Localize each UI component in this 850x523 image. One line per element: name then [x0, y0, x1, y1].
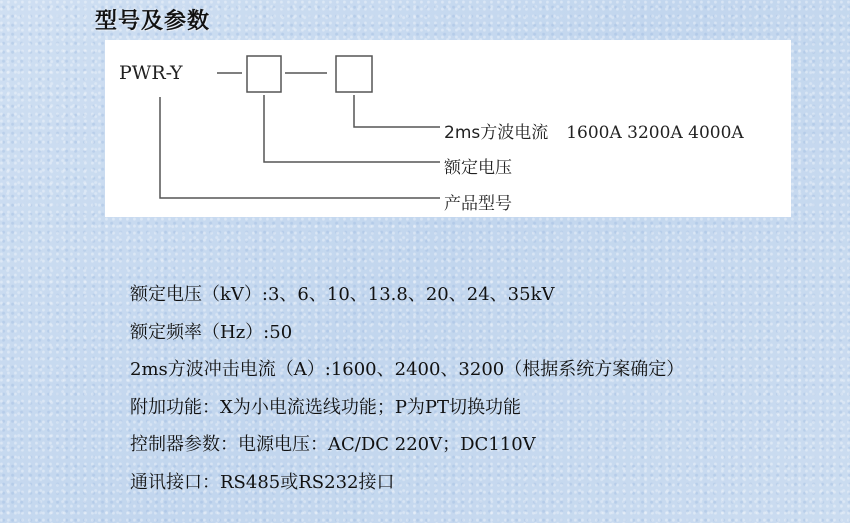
current-label-text: 2ms方波电流 — [444, 123, 549, 143]
model-code-diagram — [105, 40, 791, 217]
current-leader-line — [354, 95, 440, 127]
spec-impulse-current: 2ms方波冲击电流（A）:1600、2400、3200（根据系统方案确定） — [130, 359, 685, 380]
spec-comm-interface: 通讯接口：RS485或RS232接口 — [130, 471, 395, 493]
page-title: 型号及参数 — [95, 9, 211, 34]
current-code-box — [336, 56, 372, 92]
spec-list — [130, 276, 684, 501]
model-prefix: PWR-Y — [119, 62, 183, 84]
voltage-leader-line — [264, 95, 440, 162]
voltage-label: 额定电压 — [444, 158, 512, 178]
voltage-code-box — [247, 56, 281, 92]
spec-additional-functions: 附加功能：X为小电流选线功能；P为PT切换功能 — [130, 396, 522, 418]
product-label: 产品型号 — [444, 194, 512, 214]
current-label — [444, 118, 744, 143]
spec-rated-voltage: 额定电压（kV）:3、6、10、13.8、20、24、35kV — [130, 284, 555, 305]
current-values: 1600A 3200A 4000A — [566, 123, 744, 143]
product-leader-line — [160, 97, 440, 198]
spec-rated-frequency: 额定频率（Hz）:50 — [130, 321, 293, 343]
spec-controller-params: 控制器参数：电源电压：AC/DC 220V；DC110V — [130, 434, 536, 455]
